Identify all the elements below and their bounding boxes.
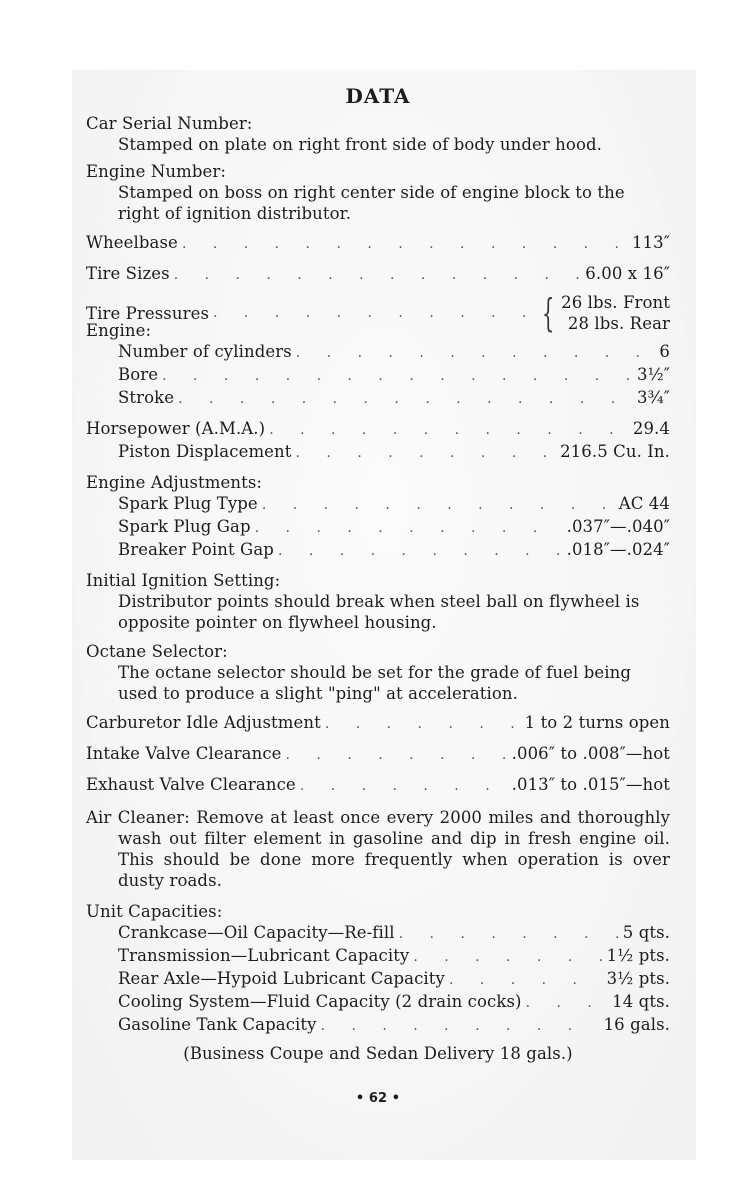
leader-dots (262, 495, 615, 516)
leader-dots (182, 234, 628, 255)
car-serial-section (86, 113, 670, 155)
leader-dots (286, 745, 508, 766)
tire-pressures-values (536, 292, 670, 334)
leader-dots (300, 776, 508, 797)
horsepower-label: Horsepower (A.M.A.) (86, 419, 266, 438)
stroke-label: Stroke (118, 388, 175, 407)
manual-page (86, 84, 670, 1109)
engine-number-label: Engine Number: (86, 162, 227, 181)
wheelbase-row (86, 232, 670, 255)
cooling-value: 14 qts. (612, 992, 670, 1011)
cylinders-label: Number of cylinders (118, 342, 292, 361)
capacity-row-rear-axle (86, 968, 670, 991)
air-cleaner-text: Air Cleaner: Remove at least once every 2000 miles and thoroughly wash out filter element in gasoline and dip in fresh engine oil. This should be done more frequently when operation is over dusty roads. (86, 808, 670, 890)
horsepower-value: 29.4 (632, 419, 670, 438)
gasoline-value: 16 gals. (603, 1015, 670, 1034)
ignition-section (86, 570, 670, 633)
breaker-point-gap-row (86, 539, 670, 562)
leader-dots (321, 1016, 600, 1037)
leader-dots (178, 389, 633, 410)
engine-row-cylinders (86, 341, 670, 364)
spark-plug-gap-row (86, 516, 670, 539)
bore-value: 3½″ (637, 365, 670, 384)
horsepower-section (86, 418, 670, 464)
gasoline-label: Gasoline Tank Capacity (118, 1015, 317, 1034)
leader-dots (174, 265, 582, 286)
piston-displacement-value: 216.5 Cu. In. (560, 442, 670, 461)
piston-displacement-row (86, 441, 670, 464)
brace-icon: { (541, 291, 555, 335)
transmission-label: Transmission—Lubricant Capacity (118, 946, 410, 965)
tire-sizes-row-wrap (86, 263, 670, 286)
breaker-point-gap-label: Breaker Point Gap (118, 540, 274, 559)
tire-pressure-front: 26 lbs. Front (561, 293, 670, 312)
intake-valve-section (86, 743, 670, 766)
spark-plug-gap-label: Spark Plug Gap (118, 517, 251, 536)
cooling-label: Cooling System—Fluid Capacity (2 drain cocks) (118, 992, 522, 1011)
intake-valve-value: .006″ to .008″—hot (511, 744, 670, 763)
car-serial-label: Car Serial Number: (86, 114, 253, 133)
leader-dots (162, 366, 633, 387)
rear-axle-label: Rear Axle—Hypoid Lubricant Capacity (118, 969, 445, 988)
stroke-value: 3¾″ (637, 388, 670, 407)
engine-label: Engine: (86, 321, 152, 340)
car-serial-text: Stamped on plate on right front side of body under hood. (118, 135, 602, 154)
leader-dots (399, 924, 619, 945)
engine-row-stroke (86, 387, 670, 410)
leader-dots (296, 343, 656, 364)
octane-section (86, 641, 670, 704)
unit-capacities-section (86, 901, 670, 1064)
capacity-row-gasoline (86, 1014, 670, 1037)
leader-dots (213, 303, 532, 324)
capacity-row-transmission (86, 945, 670, 968)
unit-capacities-label: Unit Capacities: (86, 902, 223, 921)
carburetor-value: 1 to 2 turns open (524, 713, 670, 732)
leader-dots (255, 518, 563, 539)
exhaust-valve-section (86, 774, 670, 797)
leader-dots (325, 714, 521, 735)
piston-displacement-label: Piston Displacement (118, 442, 292, 461)
exhaust-valve-label: Exhaust Valve Clearance (86, 775, 296, 794)
tire-sizes-value: 6.00 x 16″ (585, 264, 670, 283)
breaker-point-gap-value: .018″—.024″ (566, 540, 670, 559)
octane-text: The octane selector should be set for the grade of fuel being used to produce a slight "ping" at acceleration. (118, 663, 632, 703)
engine-adjustments-section (86, 472, 670, 562)
bore-label: Bore (118, 365, 159, 384)
spark-plug-type-value: AC 44 (618, 494, 670, 513)
engine-number-section (86, 161, 670, 224)
ignition-text: Distributor points should break when steel ball on flywheel is opposite pointer on flywheel housing. (118, 592, 640, 632)
leader-dots (413, 947, 602, 968)
exhaust-valve-value: .013″ to .015″—hot (511, 775, 670, 794)
leader-dots (278, 541, 563, 562)
ignition-label: Initial Ignition Setting: (86, 571, 281, 590)
engine-adjustments-label: Engine Adjustments: (86, 473, 263, 492)
intake-valve-label: Intake Valve Clearance (86, 744, 282, 763)
tire-sizes-label: Tire Sizes (86, 264, 170, 283)
tire-sizes-row (86, 263, 670, 286)
rear-axle-value: 3½ pts. (606, 969, 670, 988)
engine-row-bore (86, 364, 670, 387)
page-title: DATA (345, 84, 411, 108)
leader-dots (296, 443, 557, 464)
spark-plug-type-label: Spark Plug Type (118, 494, 258, 513)
spark-plug-gap-value: .037″—.040″ (566, 517, 670, 536)
wheelbase-row-wrap (86, 232, 670, 255)
tire-pressures-label: Tire Pressures (86, 303, 210, 323)
leader-dots (269, 420, 629, 441)
exhaust-valve-row (86, 774, 670, 797)
octane-label: Octane Selector: (86, 642, 228, 661)
wheelbase-value: 113″ (631, 233, 670, 252)
capacity-row-crankcase (86, 922, 670, 945)
engine-number-text: Stamped on boss on right center side of engine block to the right of ignition distributor. (118, 183, 625, 223)
leader-dots (526, 993, 609, 1014)
wheelbase-label: Wheelbase (86, 233, 178, 252)
intake-valve-row (86, 743, 670, 766)
carburetor-row (86, 712, 670, 735)
transmission-value: 1½ pts. (606, 946, 670, 965)
carburetor-label: Carburetor Idle Adjustment (86, 713, 321, 732)
capacity-note: (Business Coupe and Sedan Delivery 18 gals.) (183, 1044, 573, 1063)
page-number: • 62 • (355, 1091, 401, 1106)
tire-pressure-rear: 28 lbs. Rear (567, 314, 670, 333)
leader-dots (449, 970, 603, 991)
cylinders-value: 6 (659, 342, 670, 361)
crankcase-label: Crankcase—Oil Capacity—Re-fill (118, 923, 395, 942)
capacity-row-cooling (86, 991, 670, 1014)
carburetor-section (86, 712, 670, 735)
spark-plug-type-row (86, 493, 670, 516)
crankcase-value: 5 qts. (622, 923, 670, 942)
horsepower-row (86, 418, 670, 441)
